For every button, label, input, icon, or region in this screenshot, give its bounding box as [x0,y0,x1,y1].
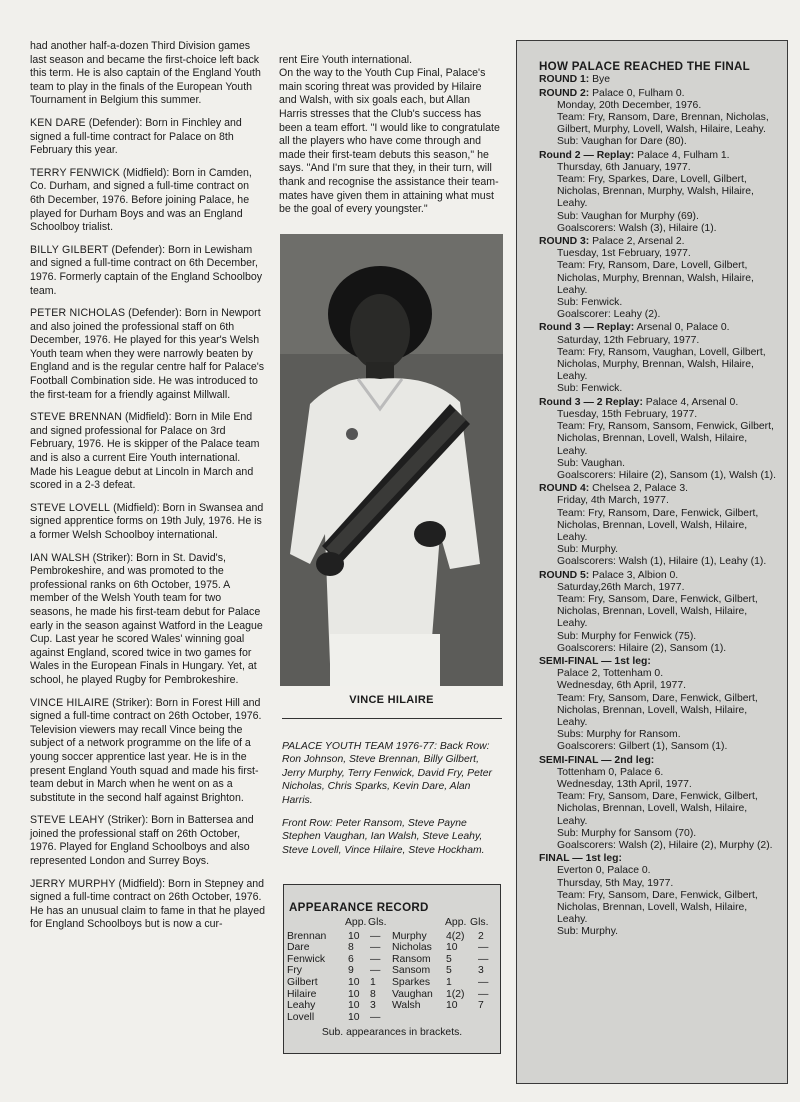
round-heading [539,397,777,409]
appearance-cell-r-name: Ransom [392,953,431,965]
round-title: SEMI-FINAL — 1st leg: [539,655,651,667]
round-result: Chelsea 2, Palace 3. [589,483,689,495]
appearance-cell-r-name: Nicholas [392,942,432,954]
round-entry [539,570,777,655]
round-title: ROUND 4: [539,483,590,495]
appearance-cell-l-app: 9 [348,965,354,977]
round-result: Palace 4, Fulham 1. [634,149,730,161]
round-result: Arsenal 0, Palace 0. [634,322,730,334]
round-title: ROUND 1: [539,74,590,86]
how-palace-reached-final-box [516,40,788,1084]
appearance-row [284,977,500,989]
round-entry [539,74,777,86]
sidebar-title: HOW PALACE REACHED THE FINAL [539,60,751,73]
appearance-cell-l-name: Lovell [287,1011,315,1023]
appearance-cell-r-gls: 3 [478,965,484,977]
round-heading [539,853,777,865]
appearance-cell-l-name: Hilaire [287,988,317,1000]
round-entry [539,236,777,321]
appearance-cell-r-app: 1 [446,976,452,988]
profile-ian-walsh: IAN WALSH (Striker): Born in St. David's, Pembrokeshire, and was promoted to the professional ranks on 6th October, 1975. A member of the Welsh Youth team for two seasons, he made his first-team debut for Palace early in the season against Watford in the League Cup. Last year he scored Wales' winning goal against England, scored twice in two games for Wales in the European Finals in Hungary. Yet, at school, he played Rugby for Pembrokeshire. [30,551,263,686]
header-gls-left: Gls. [368,916,387,928]
round-title: ROUND 5: [539,569,590,581]
round-heading [539,236,777,248]
round-heading [539,483,777,495]
round-heading [539,570,777,582]
player-photo [280,234,503,686]
appearance-cell-r-app: 5 [446,965,452,977]
appearance-cell-l-gls: 3 [370,1000,376,1012]
left-column [30,40,266,941]
round-entry [539,755,777,853]
team-front-row: Front Row: Peter Ransom, Steve Payne Stephen Vaughan, Ian Walsh, Steve Leahy, Steve Lovell, Vince Hilaire, Steve Hockham. [282,818,485,856]
appearance-cell-l-app: 10 [348,988,360,1000]
appearance-cell-r-name: Sansom [392,965,431,977]
profile-terry-fenwick: TERRY FENWICK (Midfield): Born in Camden, Co. Durham, and signed a full-time contract on 6th December, 1976. Before joining Palace, he played for Durham Boys and was an England Schoolboy trialist. [30,166,252,234]
round-heading [539,755,777,767]
appearance-row [284,931,500,943]
appearance-cell-l-name: Fenwick [287,953,326,965]
round-heading [539,74,777,86]
appearance-row [284,954,500,966]
round-entry [539,150,777,235]
round-details: Everton 0, Palace 0. Thursday, 5th May, 1977. Team: Fry, Sansom, Dare, Fenwick, Gilbert, Nicholas, Brennan, Lovell, Walsh, Hilaire, Leahy. Sub: Murphy. [557,865,758,938]
round-title: ROUND 2: [539,87,590,99]
appearance-cell-l-gls: — [370,965,381,977]
appearance-cell-r-gls: 7 [478,1000,484,1012]
header-app-left: App. [345,916,367,928]
round-heading [539,656,777,668]
round-details: Palace 2, Tottenham 0. Wednesday, 6th April, 1977. Team: Fry, Sansom, Dare, Fenwick, Gilbert, Nicholas, Brennan, Lovell, Walsh, Hilaire, Leahy. Subs: Murphy for Ransom. Goalscorers: Gilbert (1), Sansom (1). [557,668,758,753]
profile-vince-hilaire: VINCE HILAIRE (Striker): Born in Forest Hill and signed a full-time contract on 26th October, 1976. Television viewers may recall Vince being the subject of a network programme on the life of a young soccer apprentice last year. He is in the present England Youth squad and made his first-team debut in March when he went on as a substitute in the second half against Brighton. [30,696,262,804]
team-back-row: PALACE YOUTH TEAM 1976-77: Back Row: Ron Johnson, Steve Brennan, Billy Gilbert, Jerry Murphy, Terry Fenwick, David Fry, Peter Nicholas, Chris Sparks, Kevin Dare, Alan Harris. [282,741,492,806]
appearance-cell-l-app: 8 [348,942,354,954]
appearance-cell-l-gls: 8 [370,988,376,1000]
appearance-cell-l-app: 10 [348,1011,360,1023]
profile-billy-gilbert: BILLY GILBERT (Defender): Born in Lewisham and signed a full-time contract on 6th December, 1976. Formerly captain of the England Schoolboy team. [30,243,263,297]
profile-steve-lovell: STEVE LOVELL (Midfield): Born in Swansea and signed apprentice forms on 19th July, 1976. He is a former Welsh Schoolboy international. [30,501,264,541]
appearance-cell-r-name: Sparkes [392,976,431,988]
round-details: Thursday, 6th January, 1977. Team: Fry, Sparkes, Dare, Lovell, Gilbert, Nicholas, Brennan, Murphy, Walsh, Hilaire, Leahy. Sub: Vaughan for Murphy (69). Goalscorers: Walsh (3), Hilaire (1). [557,161,754,234]
round-entry [539,322,777,395]
header-gls-right: Gls. [470,916,489,928]
round-result: Bye [589,74,611,86]
appearance-cell-l-name: Leahy [287,1000,316,1012]
player-photo-illustration [280,234,503,686]
appearance-cell-l-gls: — [370,942,381,954]
appearance-row [284,942,500,954]
appearance-cell-r-app: 10 [446,1000,458,1012]
round-details: Tottenham 0, Palace 6. Wednesday, 13th April, 1977. Team: Fry, Sansom, Dare, Fenwick, Gilbert, Nicholas, Brennan, Lovell, Walsh, Hilaire, Leahy. Sub: Murphy for Sansom (70). Goalscorers: Walsh (2), Hilaire (2), Murphy (2). [557,766,773,851]
profile-peter-nicholas: PETER NICHOLAS (Defender): Born in Newport and also joined the professional staff on 6th December, 1976. He played for this year's Welsh Youth team when they were narrowly beaten by England and is the regular centre half for Palace's Football Combination side. He was introduced to the first-team for a friendly against Millwall. [30,307,265,401]
appearance-cell-l-name: Fry [287,965,303,977]
appearance-cell-r-gls: — [478,976,489,988]
round-title: SEMI-FINAL — 2nd leg: [539,754,655,766]
appearance-cell-r-app: 4(2) [446,930,465,942]
round-result: Palace 0, Fulham 0. [589,87,685,99]
appearance-row [284,1012,500,1024]
round-entry [539,397,777,482]
round-entry [539,656,777,754]
appearance-cell-r-app: 1(2) [446,988,465,1000]
appearance-cell-l-name: Brennan [287,930,327,942]
photo-caption: VINCE HILAIRE [349,694,434,706]
round-details: Friday, 4th March, 1977. Team: Fry, Ransom, Dare, Fenwick, Gilbert, Nicholas, Brennan, Lovell, Walsh, Hilaire, Leahy. Sub: Murphy. Goalscorers: Walsh (1), Hilaire (1), Leahy (1). [557,495,767,568]
appearance-cell-l-gls: — [370,953,381,965]
appearance-note: Sub. appearances in brackets. [321,1027,463,1039]
appearance-cell-l-gls: — [370,1011,381,1023]
appearance-cell-r-name: Walsh [392,1000,421,1012]
rounds-list [539,74,777,938]
profile-jerry-murphy: JERRY MURPHY (Midfield): Born in Stepney and signed a full-time contract on 26th October, 1976. He has an unusual claim to fame in that he played for England Schoolboys but is now a cur- [30,877,265,931]
intro-paragraph: had another half-a-dozen Third Division games last season and became the first-choice left back this term. He is also captain of the England Youth team to play in the finals of the European Youth Tournament in Belgium this summer. [30,40,261,107]
round-entry [539,483,777,568]
round-heading [539,150,777,162]
round-details: Tuesday, 15th February, 1977. Team: Fry, Ransom, Sansom, Fenwick, Gilbert, Nicholas, Brennan, Lovell, Walsh, Hilaire, Leahy. Sub: Vaughan. Goalscorers: Hilaire (2), Sansom (1), Walsh (1). [557,408,777,481]
appearance-cell-r-app: 10 [446,942,458,954]
appearance-cell-r-name: Vaughan [392,988,433,1000]
appearance-cell-l-app: 6 [348,953,354,965]
round-heading [539,322,777,334]
round-entry [539,88,777,149]
appearance-record-box [283,884,501,1054]
divider-rule [282,718,502,719]
appearance-cell-r-gls: — [478,953,489,965]
round-result: Palace 3, Albion 0. [589,569,679,581]
appearance-cell-l-app: 10 [348,1000,360,1012]
round-details: Saturday, 12th February, 1977. Team: Fry, Ransom, Vaughan, Lovell, Gilbert, Nicholas, Murphy, Brennan, Walsh, Hilaire, Leahy. Sub: Fenwick. [557,334,766,395]
appearance-record-title: APPEARANCE RECORD [289,901,429,914]
profile-steve-brennan: STEVE BRENNAN (Midfield): Born in Mile End and signed professional for Palace on 3rd February, 1976. He is skipper of the Palace team and is also a current Eire Youth international. Made his League debut at Lincoln in March and scored in a 2-3 defeat. [30,411,260,492]
appearance-cell-l-name: Gilbert [287,976,318,988]
appearance-header [284,917,500,931]
appearance-cell-r-gls: — [478,942,489,954]
round-title: Round 3 — Replay: [539,322,635,334]
round-details: Saturday,26th March, 1977. Team: Fry, Sansom, Dare, Fenwick, Gilbert, Nicholas, Brennan, Lovell, Walsh, Hilaire, Leahy. Sub: Murphy for Fenwick (75). Goalscorers: Hilaire (2), Sansom (1). [557,581,758,654]
appearance-cell-r-gls: — [478,988,489,1000]
round-title: Round 2 — Replay: [539,149,635,161]
round-result: Palace 2, Arsenal 2. [589,236,685,248]
header-app-right: App. [445,916,467,928]
appearance-cell-r-gls: 2 [478,930,484,942]
round-details: Tuesday, 1st February, 1977. Team: Fry, Ransom, Dare, Lovell, Gilbert, Nicholas, Murphy, Brennan, Walsh, Hilaire, Leahy. Sub: Fenwick. Goalscorer: Leahy (2). [557,248,754,321]
team-photo-caption [282,740,502,867]
round-entry [539,853,777,938]
profile-steve-leahy: STEVE LEAHY (Striker): Born in Battersea and joined the professional staff on 26th October, 1976. Played for England Schoolboys and also represented London and Surrey Boys. [30,814,254,868]
appearance-cell-r-app: 5 [446,953,452,965]
appearance-row [284,989,500,1001]
round-title: ROUND 3: [539,236,590,248]
middle-column-text: rent Eire Youth international. On the way to the Youth Cup Final, Palace's main scoring threat was provided by Hilaire and Walsh, with six goals each, but Allan Harris stresses that the Club's success has been a team effort. "I would like to congratulate all the players who have come through and made their first-team debuts this season," he says. "And I'm sure that they, in their turn, will thank and recognise the assistance their team-mates have given them in attaining what must be the goal of every youngster." [279,53,500,216]
round-details: Monday, 20th December, 1976. Team: Fry, Ransom, Dare, Brennan, Nicholas, Gilbert, Murphy, Lovell, Walsh, Hilaire, Leahy. Sub: Vaughan for Dare (80). [557,99,769,148]
appearance-row [284,965,500,977]
appearance-cell-r-name: Murphy [392,930,427,942]
appearance-cell-l-app: 10 [348,930,360,942]
round-heading [539,88,777,100]
round-title: Round 3 — 2 Replay: [539,396,643,408]
round-title: FINAL — 1st leg: [539,853,622,865]
appearance-row [284,1000,500,1012]
appearance-cell-l-name: Dare [287,942,310,954]
profile-ken-dare: KEN DARE (Defender): Born in Finchley and signed a full-time contract for Palace on 8th February this year. [30,116,242,157]
appearance-cell-l-gls: 1 [370,976,376,988]
appearance-cell-l-gls: — [370,930,381,942]
appearance-cell-l-app: 10 [348,976,360,988]
appearance-rows [284,931,500,1024]
round-result: Palace 4, Arsenal 0. [642,396,739,408]
